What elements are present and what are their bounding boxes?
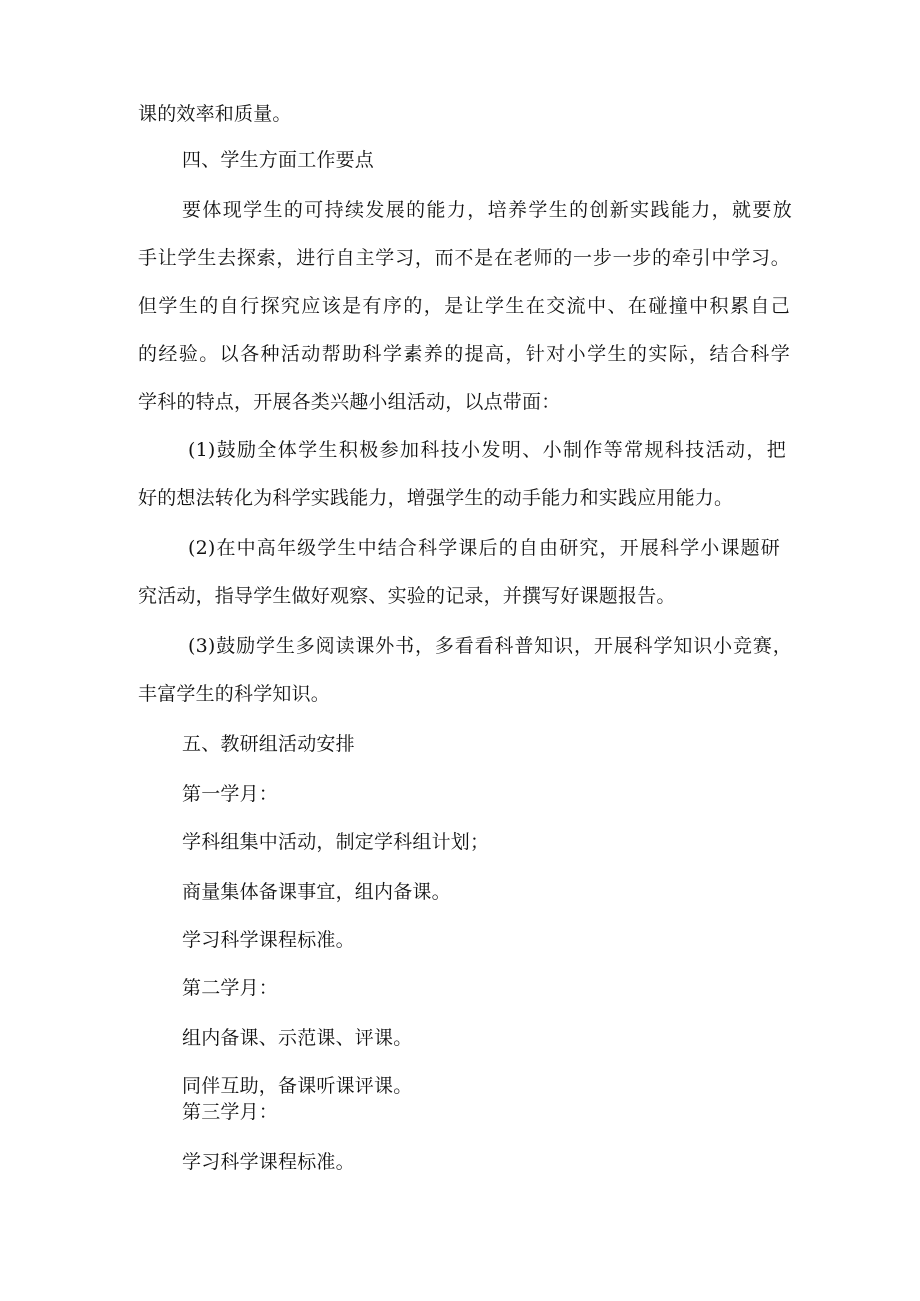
paragraph-line: 的经验。以各种活动帮助科学素养的提高，针对小学生的实际，结合科学 xyxy=(138,343,790,365)
activity-item: 学科组集中活动，制定学科组计划； xyxy=(182,831,490,853)
list-item-3: (3)鼓励学生多阅读课外书，多看看科普知识，开展科学知识小竞赛， xyxy=(188,635,792,657)
paragraph-line: 要体现学生的可持续发展的能力，培养学生的创新实践能力，就要放 xyxy=(182,199,792,221)
paragraph-line: 但学生的自行探究应该是有序的，是让学生在交流中、在碰撞中积累自己 xyxy=(138,295,790,317)
month-heading-1: 第一学月： xyxy=(182,783,279,805)
month-heading-3: 第三学月： xyxy=(182,1101,279,1123)
list-item-2: (2)在中高年级学生中结合科学课后的自由研究，开展科学小课题研 xyxy=(188,537,780,559)
paragraph-line: 手让学生去探索，进行自主学习，而不是在老师的一步一步的牵引中学习。 xyxy=(138,247,790,269)
activity-item: 学习科学课程标准。 xyxy=(182,929,355,951)
activity-item: 学习科学课程标准。 xyxy=(182,1151,355,1173)
activity-item: 同伴互助，备课听课评课。 xyxy=(182,1075,413,1097)
list-item-1-continuation: 好的想法转化为科学实践能力，增强学生的动手能力和实践应用能力。 xyxy=(138,487,734,509)
section-heading-student-work: 四、学生方面工作要点 xyxy=(182,149,375,171)
list-item-1: (1)鼓励全体学生积极参加科技小发明、小制作等常规科技活动，把 xyxy=(188,439,786,461)
month-heading-2: 第二学月： xyxy=(182,977,279,999)
paragraph-continuation: 课的效率和质量。 xyxy=(138,103,292,125)
activity-item: 组内备课、示范课、评课。 xyxy=(182,1027,413,1049)
paragraph-line: 学科的特点，开展各类兴趣小组活动，以点带面： xyxy=(138,391,561,413)
activity-item: 商量集体备课事宜，组内备课。 xyxy=(182,881,451,903)
list-item-2-continuation: 究活动，指导学生做好观察、实验的记录，并撰写好课题报告。 xyxy=(138,585,676,607)
section-heading-research-group: 五、教研组活动安排 xyxy=(182,733,355,755)
list-item-3-continuation: 丰富学生的科学知识。 xyxy=(138,683,331,705)
